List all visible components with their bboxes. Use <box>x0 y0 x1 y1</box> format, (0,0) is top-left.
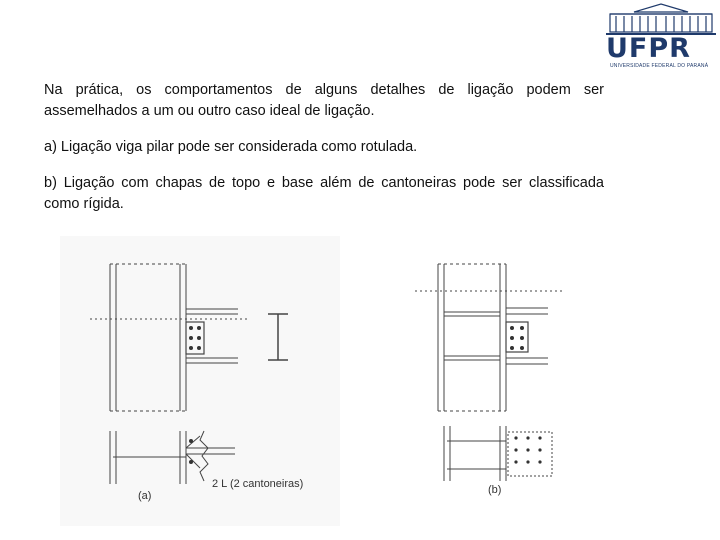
connection-figure <box>60 236 620 526</box>
item-b-paragraph: b) Ligação com chapas de topo e base além de cantoneiras pode ser classificada como rígida. <box>44 175 604 212</box>
figure-annotation-a: 2 L (2 cantoneiras) <box>212 478 304 490</box>
item-a-paragraph: a) Ligação viga pilar pode ser considerada como rotulada. <box>44 139 418 155</box>
connection-drawing <box>60 236 620 526</box>
figure-label-a: (a) <box>138 490 152 502</box>
figure-label-b: (b) <box>488 484 502 496</box>
university-building-icon <box>604 2 718 36</box>
logo-subtitle: UNIVERSIDADE FEDERAL DO PARANÁ <box>610 63 709 69</box>
logo-wordmark: UFPR <box>606 33 691 64</box>
ufpr-logo <box>604 2 718 72</box>
slide-text <box>44 80 604 230</box>
intro-paragraph: Na prática, os comportamentos de alguns detalhes de ligação podem ser assemelhados a um ou outro caso ideal de ligação. <box>44 82 604 119</box>
